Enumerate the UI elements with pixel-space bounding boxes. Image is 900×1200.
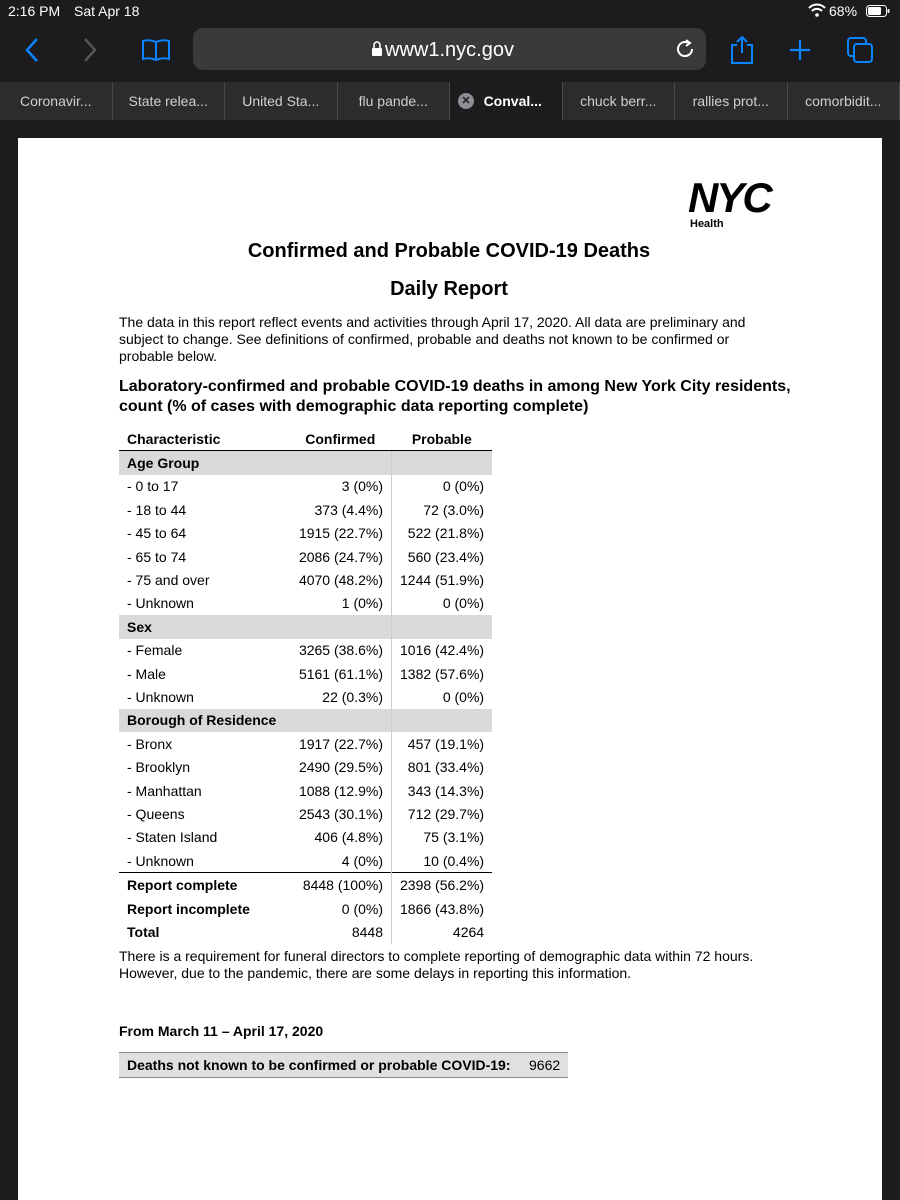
row-label: - Unknown [127,852,194,869]
confirmed-cell [289,451,392,475]
row-label: - Unknown [127,595,194,612]
reporting-note: There is a requirement for funeral directors to complete reporting of demographic data within 72 hours. However, due to the pandemic, there are some delays in reporting this information. [119,948,754,981]
probable-cell: 2398 (56.2%) [392,873,493,897]
tab-label: Coronavir... [19,93,92,109]
forward-button[interactable] [70,32,110,68]
tab-flu-pandemic[interactable] [338,82,451,120]
table-row [119,685,492,708]
probable-cell [392,451,493,475]
wifi-icon [808,3,826,17]
status-time: 2:16 PM [8,3,61,19]
unknown-deaths-label: Deaths not known to be confirmed or probable COVID-19: [127,1057,511,1073]
reload-icon[interactable] [674,38,696,60]
confirmed-cell: 0 (0%) [289,897,392,920]
table-heading: Laboratory-confirmed and probable COVID-19 deaths in among New York City residents, count (% of cases with demographic data reporting complete) [119,378,791,415]
tab-convalescent[interactable] [450,82,563,120]
row-label: - 0 to 17 [127,478,179,495]
browser-toolbar [0,22,900,82]
confirmed-cell: 406 (4.8%) [289,826,392,849]
table-header-row [119,427,492,451]
probable-cell: 4264 [452,923,485,940]
table-row [119,920,492,943]
confirmed-cell: 5161 (61.1%) [289,662,392,685]
probable-cell: 712 (29.7%) [407,805,485,822]
confirmed-cell: 4 (0%) [289,849,392,873]
probable-cell: 343 (14.3%) [407,782,485,799]
unknown-deaths-value: 9662 [529,1057,561,1073]
confirmed-cell: 8448 [289,920,392,943]
tab-label: State relea... [128,93,208,109]
row-label: - 45 to 64 [127,525,187,542]
tab-rallies-protest[interactable] [675,82,788,120]
row-label: - Staten Island [127,829,218,846]
confirmed-cell: 1915 (22.7%) [289,522,392,545]
pdf-page [18,138,882,1200]
row-label: - Bronx [127,735,173,752]
back-button[interactable] [12,32,52,68]
chevron-right-icon [82,37,98,63]
table-row [119,826,492,849]
table-row [119,732,492,755]
confirmed-cell: 2086 (24.7%) [289,545,392,568]
confirmed-cell: 22 (0.3%) [289,685,392,708]
status-bar [0,0,900,22]
share-icon [729,35,755,65]
tab-united-states[interactable] [225,82,338,120]
row-label: - 18 to 44 [127,501,187,518]
table-row [119,592,492,615]
confirmed-cell [289,615,392,638]
probable-cell: 0 (0%) [442,688,485,705]
row-label: - 75 and over [127,572,210,589]
col-probable: Probable [392,427,493,451]
tab-comorbidity[interactable] [788,82,900,120]
tab-label: flu pande... [358,93,428,109]
row-label: - Queens [127,805,185,822]
table-row [119,568,492,591]
row-label: - Male [127,665,166,682]
table-row [119,522,492,545]
tab-label: rallies prot... [692,93,769,109]
col-characteristic: Characteristic [119,427,289,451]
probable-cell: 522 (21.8%) [407,525,485,542]
tab-label: chuck berr... [580,93,657,109]
tab-chuck-berry[interactable] [563,82,676,120]
confirmed-cell: 3265 (38.6%) [289,639,392,662]
table-row [119,662,492,685]
probable-cell: 0 (0%) [442,595,485,612]
table-row [119,802,492,825]
confirmed-cell: 1 (0%) [289,592,392,615]
row-label: - Brooklyn [127,759,191,776]
status-date: Sat Apr 18 [74,3,140,19]
probable-cell [392,709,493,732]
row-label: - Unknown [127,688,194,705]
probable-cell: 801 (33.4%) [407,759,485,776]
row-label: - 65 to 74 [127,548,187,565]
tabs-overview-button[interactable] [840,32,880,68]
col-confirmed: Confirmed [289,427,392,451]
deaths-table [119,427,492,944]
table-row [119,779,492,802]
unknown-deaths-box [119,1052,568,1078]
logo-text: NYC [688,174,771,221]
table-row [119,639,492,662]
battery-icon [866,5,890,17]
battery-percent: 68% [829,3,858,19]
probable-cell: 72 (3.0%) [423,501,485,518]
confirmed-cell: 4070 (48.2%) [289,568,392,591]
confirmed-cell [289,709,392,732]
probable-cell: 10 (0.4%) [423,852,485,869]
probable-cell: 0 (0%) [442,478,485,495]
period-label: From March 11 – April 17, 2020 [119,1023,324,1039]
chevron-left-icon [24,37,40,63]
row-label: Borough of Residence [119,709,289,732]
table-row [119,873,492,897]
section-row [119,709,492,732]
tab-label: comorbidit... [805,93,882,109]
table-row [119,897,492,920]
tab-state-release[interactable] [113,82,226,120]
confirmed-cell: 2543 (30.1%) [289,802,392,825]
row-label: - Female [127,642,183,659]
close-tab-icon[interactable]: ✕ [458,93,474,109]
row-label: Sex [119,615,289,638]
table-row [119,545,492,568]
tabs-icon [846,36,874,64]
report-subtitle: Daily Report [390,278,508,300]
confirmed-cell: 1088 (12.9%) [289,779,392,802]
table-row [119,849,492,873]
section-row [119,451,492,475]
address-bar[interactable] [193,28,706,70]
confirmed-cell: 8448 (100%) [289,873,392,897]
probable-cell: 1382 (57.6%) [400,665,485,682]
table-row [119,755,492,778]
tab-strip [0,82,900,120]
logo-subtext: Health [690,218,724,230]
confirmed-cell: 2490 (29.5%) [289,755,392,778]
tab-label: Conval... [483,93,542,109]
probable-cell: 1866 (43.8%) [400,900,485,917]
section-row [119,615,492,638]
table-row [119,475,492,498]
bookmarks-button[interactable] [136,32,176,68]
probable-cell [392,615,493,638]
table-row [119,498,492,521]
confirmed-cell: 3 (0%) [289,475,392,498]
url-text: www1.nyc.gov [385,39,514,61]
row-label: - Manhattan [127,782,202,799]
probable-cell: 560 (23.4%) [407,548,485,565]
probable-cell: 1016 (42.4%) [400,642,485,659]
row-label: Total [127,923,160,940]
tab-label: United Sta... [242,93,320,109]
probable-cell: 457 (19.1%) [407,735,485,752]
row-label: Age Group [119,451,289,475]
confirmed-cell: 373 (4.4%) [289,498,392,521]
nyc-health-logo [688,174,798,230]
plus-icon [788,38,812,62]
probable-cell: 1244 (51.9%) [400,572,485,589]
row-label: Report complete [119,873,289,897]
report-title: Confirmed and Probable COVID-19 Deaths [247,240,651,262]
tab-coronavirus[interactable] [0,82,113,120]
confirmed-cell: 1917 (22.7%) [289,732,392,755]
probable-cell: 75 (3.1%) [423,829,485,846]
row-label: Report incomplete [127,900,250,917]
new-tab-button[interactable] [780,32,820,68]
book-icon [141,38,171,62]
share-button[interactable] [722,32,762,68]
intro-paragraph: The data in this report reflect events and activities through April 17, 2020. All data are preliminary and subject to change. See definitions of confirmed, probable and deaths not known to be confirmed or probable below. [119,314,746,364]
